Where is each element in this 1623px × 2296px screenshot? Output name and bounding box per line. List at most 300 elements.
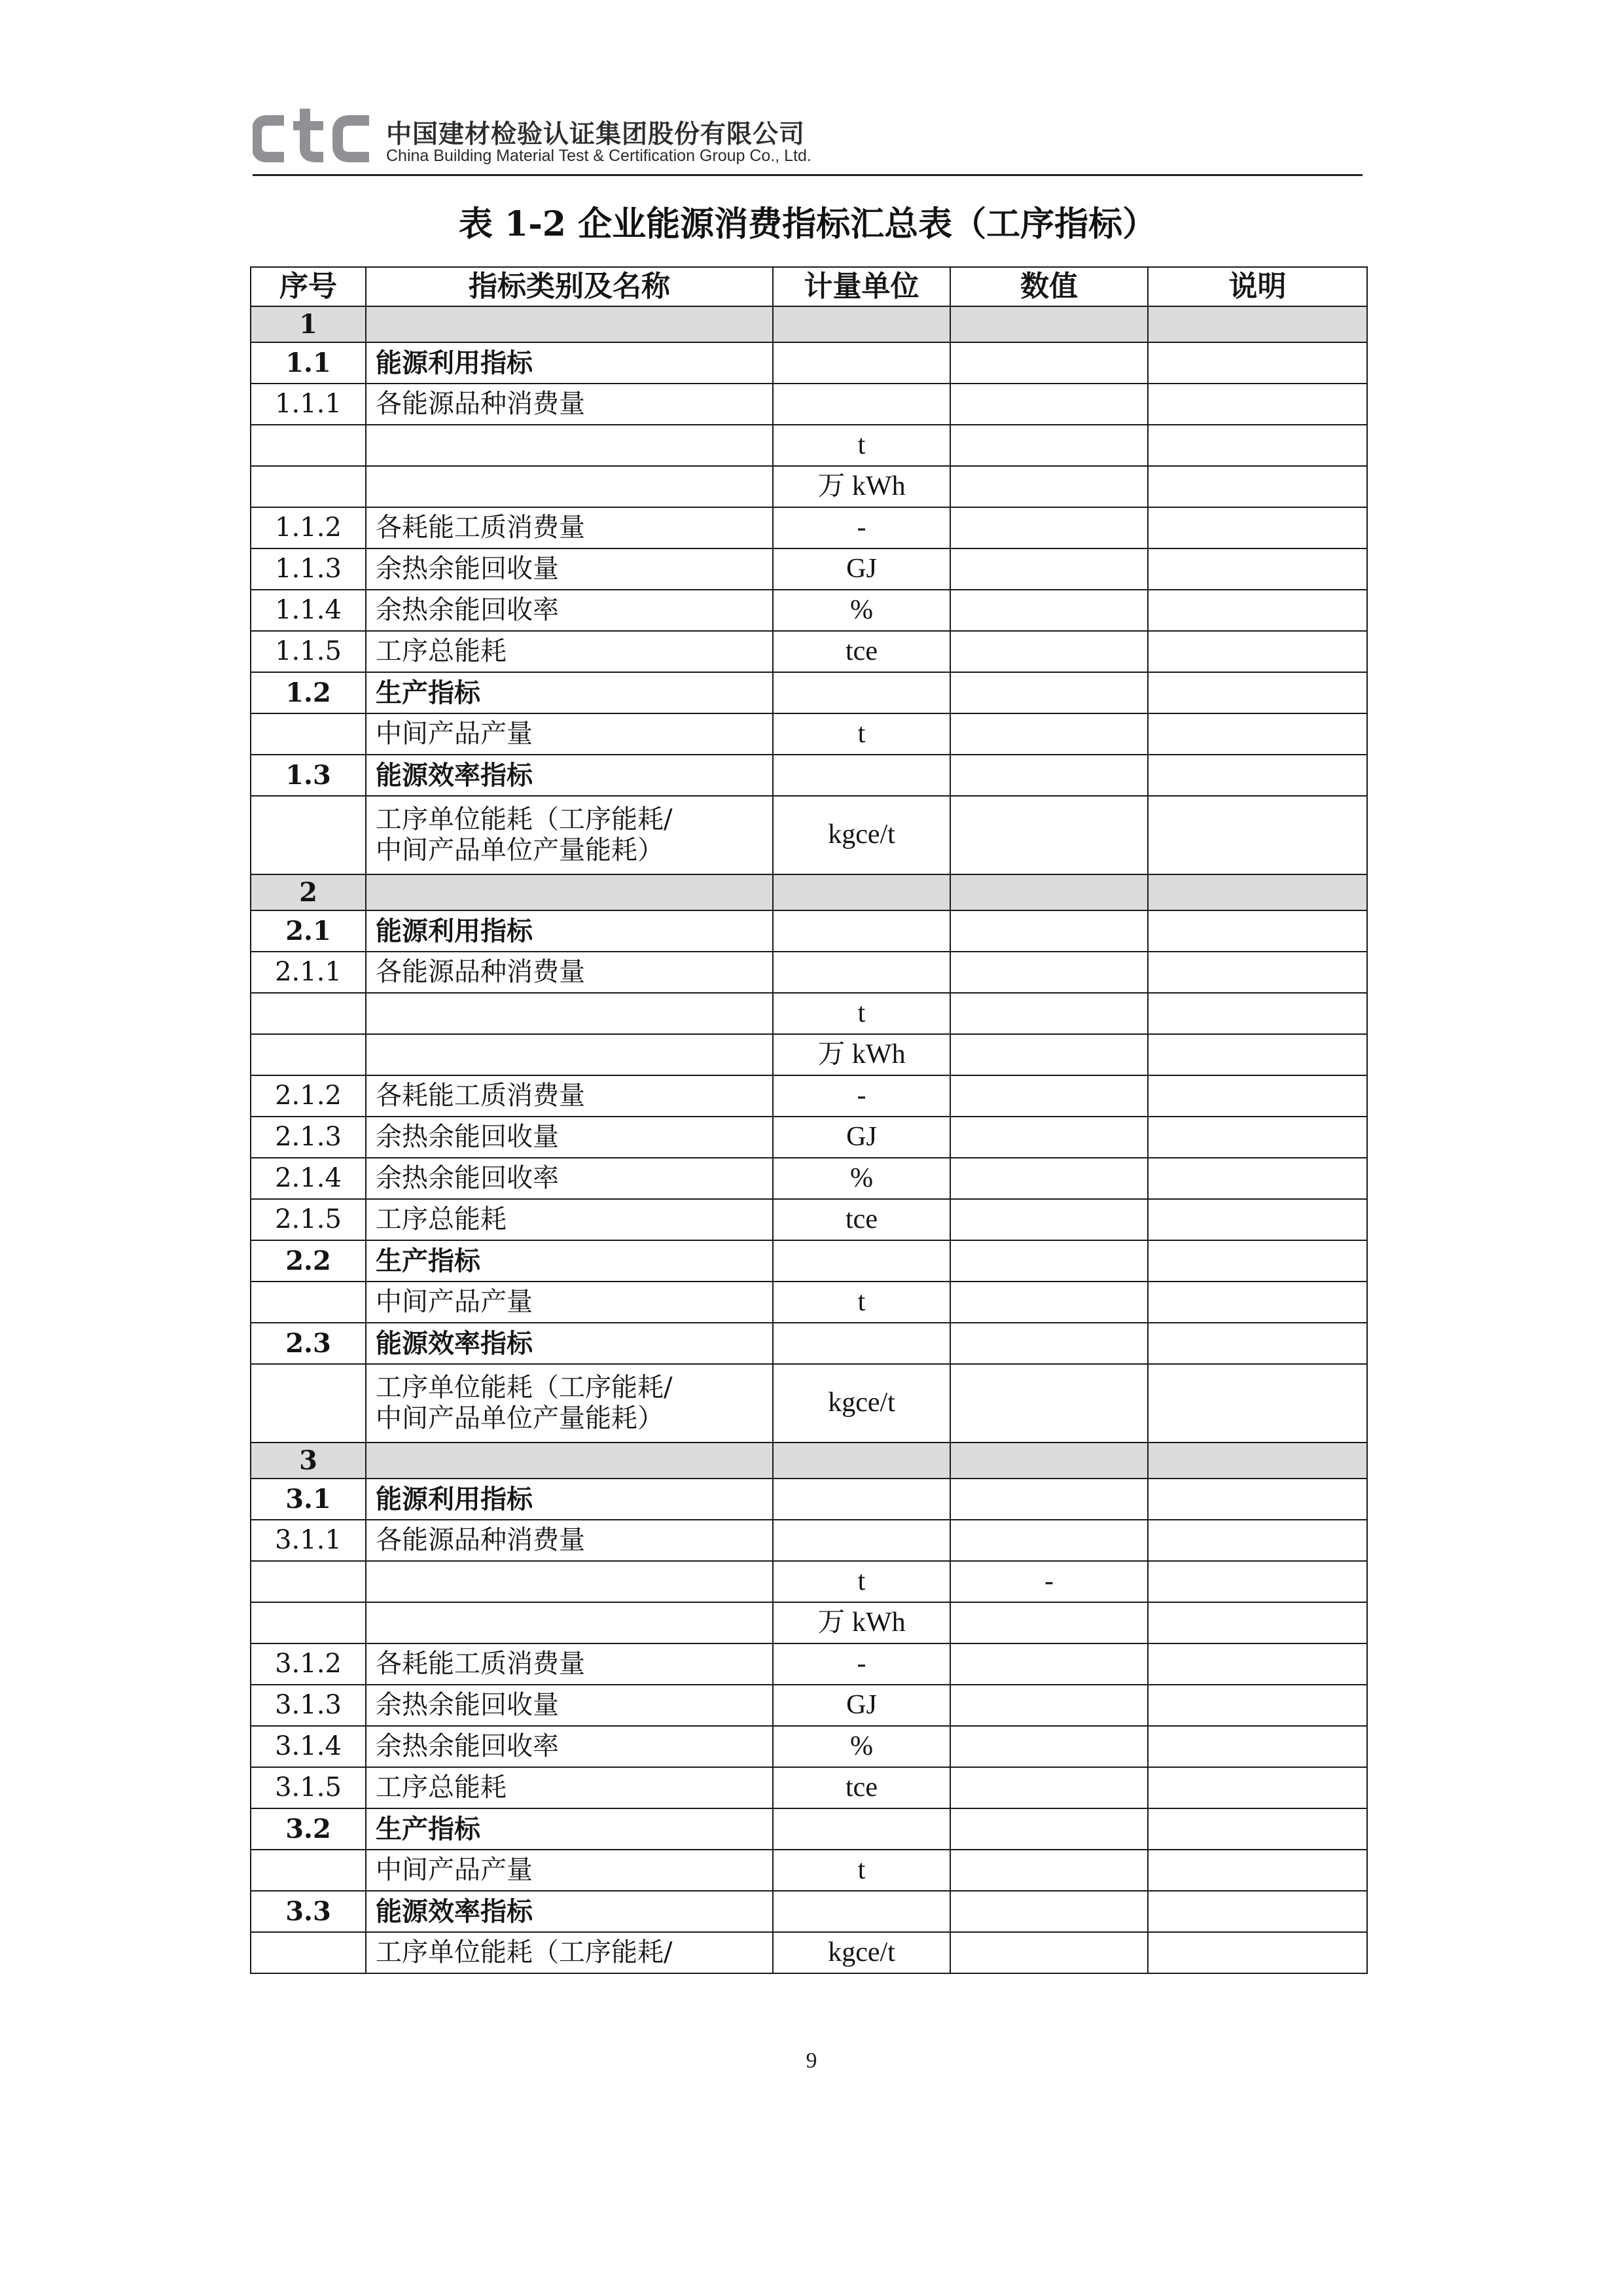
cell-no: [251, 672, 366, 713]
cell-no-text: 1.1.2: [275, 512, 342, 543]
group-row: [251, 910, 1367, 952]
cell-note: [1148, 672, 1367, 713]
group-row: [251, 672, 1367, 713]
cell-no: [251, 1685, 366, 1726]
cell-no: [251, 1726, 366, 1767]
group-row: [251, 1808, 1367, 1850]
cell-name-text: 能源效率指标: [376, 1327, 533, 1359]
cell-unit-text: tce: [846, 1772, 878, 1803]
cell-value: [950, 425, 1148, 466]
cell-name: [366, 1767, 773, 1808]
cell-name: [366, 306, 773, 342]
cell-no-text: 2.1: [285, 915, 331, 946]
cell-note: [1148, 1850, 1367, 1891]
cell-value: [950, 631, 1148, 672]
cell-unit: [773, 1240, 950, 1282]
cell-no: [251, 1158, 366, 1199]
table-row: [251, 466, 1367, 507]
table-row: [251, 1117, 1367, 1158]
energy-index-table: [250, 266, 1368, 1974]
cell-name-line2: 中间产品单位产量能耗）: [376, 835, 664, 865]
cell-note: [1148, 1117, 1367, 1158]
cell-no-text: 2.3: [285, 1327, 331, 1359]
cell-name: [366, 993, 773, 1034]
cell-value: [950, 384, 1148, 425]
cell-name-text: 各能源品种消费量: [376, 1524, 585, 1555]
table-row: [251, 796, 1367, 874]
cell-value: [950, 1443, 1148, 1479]
cell-value: [950, 672, 1148, 713]
cell-name: [366, 384, 773, 425]
cell-no-text: 2.1.5: [275, 1204, 342, 1234]
cell-note: [1148, 342, 1367, 384]
cell-note: [1148, 631, 1367, 672]
table-row: [251, 1034, 1367, 1075]
cell-no-text: 2.1.1: [275, 956, 342, 987]
table-row: [251, 1364, 1367, 1443]
cell-name-text: 各耗能工质消费量: [376, 1080, 585, 1111]
cell-name-text: 工序单位能耗（工序能耗/: [376, 1937, 673, 1967]
col-header-no: 序号: [251, 267, 366, 306]
cell-note: [1148, 1240, 1367, 1282]
cell-no: [251, 1443, 366, 1479]
cell-unit: [773, 631, 950, 672]
cell-value: [950, 952, 1148, 993]
cell-no: [251, 548, 366, 590]
cell-name-text: 生产指标: [376, 1813, 480, 1844]
cell-note: [1148, 1932, 1367, 1973]
cell-value: [950, 1158, 1148, 1199]
table-row: [251, 993, 1367, 1034]
cell-no-text: 2: [299, 876, 317, 908]
cell-name-text: 中间产品产量: [376, 1854, 533, 1885]
cell-unit: [773, 1282, 950, 1323]
cell-note: [1148, 306, 1367, 342]
company-name-cn: 中国建材检验认证集团股份有限公司: [386, 120, 806, 149]
cell-name: [366, 1240, 773, 1282]
cell-unit-text: t: [857, 1854, 866, 1885]
cell-unit-text: %: [850, 594, 873, 625]
cell-note: [1148, 1891, 1367, 1932]
cell-no-text: 1.1.5: [275, 636, 342, 666]
cell-no-text: 1.2: [285, 677, 331, 708]
cell-value: [950, 1479, 1148, 1520]
cell-value: [950, 507, 1148, 548]
cell-unit: [773, 755, 950, 796]
cell-value: [950, 1726, 1148, 1767]
cell-value: [950, 874, 1148, 910]
cell-note: [1148, 1643, 1367, 1685]
cell-name: [366, 1726, 773, 1767]
cell-name: [366, 631, 773, 672]
cell-unit: [773, 507, 950, 548]
cell-unit: [773, 1443, 950, 1479]
col-header-value: 数值: [950, 267, 1148, 306]
cell-no: [251, 1561, 366, 1602]
cell-name: [366, 874, 773, 910]
cell-value: [950, 1685, 1148, 1726]
cell-unit: [773, 1034, 950, 1075]
cell-unit-text: t: [857, 1286, 866, 1317]
cell-no-text: 1.1.4: [275, 594, 342, 625]
cell-unit-text: t: [857, 718, 866, 749]
cell-name-text: 能源利用指标: [376, 347, 533, 378]
cell-unit: [773, 952, 950, 993]
cell-name-text: 工序单位能耗（工序能耗/: [376, 804, 673, 834]
cell-note: [1148, 1602, 1367, 1643]
cell-no: [251, 1075, 366, 1117]
cell-value: [950, 1199, 1148, 1240]
cell-no: [251, 874, 366, 910]
cell-value: [950, 1323, 1148, 1364]
cell-name: [366, 548, 773, 590]
cell-unit-text: tce: [846, 1204, 878, 1234]
cell-note: [1148, 384, 1367, 425]
cell-unit: [773, 1891, 950, 1932]
cell-unit: [773, 1117, 950, 1158]
cell-note: [1148, 507, 1367, 548]
cell-no-text: 3.2: [285, 1813, 331, 1844]
cell-note: [1148, 910, 1367, 952]
cell-unit: [773, 1643, 950, 1685]
cell-no-text: 3: [299, 1444, 317, 1476]
cell-unit: [773, 466, 950, 507]
cell-note: [1148, 1520, 1367, 1561]
cell-value: [950, 342, 1148, 384]
table-row: [251, 1199, 1367, 1240]
cell-no-text: 1.1.1: [275, 388, 342, 419]
cell-unit: [773, 1199, 950, 1240]
cell-no: [251, 796, 366, 874]
cell-note: [1148, 952, 1367, 993]
cell-name: [366, 1602, 773, 1643]
cell-no: [251, 1932, 366, 1973]
cell-value: [950, 1034, 1148, 1075]
table-row: [251, 1850, 1367, 1891]
cell-no: [251, 466, 366, 507]
cell-note: [1148, 548, 1367, 590]
cell-unit-text: %: [850, 1162, 873, 1193]
section-row: [251, 306, 1367, 342]
col-header-name: 指标类别及名称: [366, 267, 773, 306]
cell-name: [366, 1932, 773, 1973]
table-row: [251, 1932, 1367, 1973]
cell-note: [1148, 1282, 1367, 1323]
table-row: [251, 1075, 1367, 1117]
cell-no: [251, 1520, 366, 1561]
cell-name: [366, 1034, 773, 1075]
cell-name: [366, 1891, 773, 1932]
cell-value: [950, 1808, 1148, 1850]
cell-name: [366, 466, 773, 507]
cell-note: [1148, 1443, 1367, 1479]
cell-value: [950, 910, 1148, 952]
cell-note: [1148, 993, 1367, 1034]
cell-unit-text: 万 kWh: [817, 1039, 906, 1069]
cell-unit-text: kgce/t: [828, 819, 895, 850]
cell-unit-text: kgce/t: [828, 1937, 895, 1967]
cell-value: [950, 548, 1148, 590]
cell-unit: [773, 1075, 950, 1117]
cell-no-text: 2.2: [285, 1245, 331, 1276]
cell-name-text: 工序总能耗: [376, 1772, 507, 1803]
cell-value: [950, 1561, 1148, 1602]
cell-no: [251, 1850, 366, 1891]
cell-note: [1148, 1323, 1367, 1364]
cell-name: [366, 755, 773, 796]
cell-unit: [773, 1479, 950, 1520]
cell-unit-text: 万 kWh: [817, 1607, 906, 1638]
cell-note: [1148, 755, 1367, 796]
cell-value: [950, 1520, 1148, 1561]
cell-value: [950, 466, 1148, 507]
cell-no-text: 3.1: [285, 1483, 331, 1515]
cell-unit: [773, 993, 950, 1034]
table-row: [251, 548, 1367, 590]
cell-no: [251, 1199, 366, 1240]
cell-no-text: 1.1.3: [275, 553, 342, 584]
col-header-unit: 计量单位: [773, 267, 950, 306]
table-row: [251, 1561, 1367, 1602]
cell-unit: [773, 425, 950, 466]
cell-unit: [773, 796, 950, 874]
cell-name-text: 余热余能回收量: [376, 553, 559, 584]
cell-note: [1148, 1561, 1367, 1602]
cell-unit: [773, 1726, 950, 1767]
cell-no-text: 2.1.2: [275, 1080, 342, 1111]
cell-value: [950, 306, 1148, 342]
cell-no: [251, 1808, 366, 1850]
cell-name-text: 能源效率指标: [376, 1895, 533, 1927]
section-row: [251, 874, 1367, 910]
cell-note: [1148, 1479, 1367, 1520]
cell-name-text: 各能源品种消费量: [376, 956, 585, 987]
cell-unit-text: t: [857, 997, 866, 1028]
table-row: [251, 1643, 1367, 1685]
table-row: [251, 1767, 1367, 1808]
cell-no-text: 2.1.3: [275, 1121, 342, 1152]
cell-name: [366, 1323, 773, 1364]
cell-no-text: 1: [299, 308, 317, 340]
cell-no-text: 3.1.1: [275, 1524, 342, 1555]
cell-name: [366, 1561, 773, 1602]
cell-unit-text: -: [857, 1080, 866, 1111]
cell-name: [366, 1685, 773, 1726]
cell-name-text: 能源效率指标: [376, 759, 533, 791]
cell-no: [251, 1602, 366, 1643]
cell-no-text: 2.1.4: [275, 1162, 342, 1193]
cell-unit: [773, 1767, 950, 1808]
cell-name: [366, 1520, 773, 1561]
cell-unit-text: GJ: [846, 553, 877, 584]
cell-no: [251, 1891, 366, 1932]
cell-no-text: 1.3: [285, 759, 331, 791]
group-row: [251, 1240, 1367, 1282]
cell-value: [950, 1364, 1148, 1443]
cell-note: [1148, 1685, 1367, 1726]
cell-value: [950, 1075, 1148, 1117]
cell-name-text: 能源利用指标: [376, 1483, 533, 1515]
table-row: [251, 631, 1367, 672]
cell-name-line2: 中间产品单位产量能耗）: [376, 1403, 664, 1433]
cell-unit: [773, 713, 950, 755]
cell-name: [366, 1808, 773, 1850]
cell-value: [950, 1282, 1148, 1323]
table-row: [251, 1685, 1367, 1726]
cell-no: [251, 425, 366, 466]
cell-name: [366, 1479, 773, 1520]
cell-name: [366, 342, 773, 384]
cell-no: [251, 1282, 366, 1323]
cell-unit-text: kgce/t: [828, 1388, 895, 1418]
table-row: [251, 1520, 1367, 1561]
cell-note: [1148, 1767, 1367, 1808]
cell-name: [366, 507, 773, 548]
cell-value: [950, 1117, 1148, 1158]
cell-value-text: -: [1044, 1566, 1054, 1596]
cell-note: [1148, 590, 1367, 631]
cell-no: [251, 1240, 366, 1282]
header-divider: [253, 174, 1363, 176]
cell-name: [366, 1364, 773, 1443]
cell-name-text: 生产指标: [376, 677, 480, 708]
cell-value: [950, 590, 1148, 631]
cell-unit: [773, 342, 950, 384]
group-row: [251, 1479, 1367, 1520]
cell-no-text: 3.1.3: [275, 1689, 342, 1720]
cell-no-text: 3.1.4: [275, 1731, 342, 1761]
cell-no: [251, 910, 366, 952]
cell-no: [251, 952, 366, 993]
cell-unit: [773, 1364, 950, 1443]
cell-unit: [773, 384, 950, 425]
cell-name-text: 生产指标: [376, 1245, 480, 1276]
cell-no: [251, 1323, 366, 1364]
cell-no: [251, 993, 366, 1034]
cell-name: [366, 1443, 773, 1479]
table-row: [251, 384, 1367, 425]
cell-no: [251, 590, 366, 631]
group-row: [251, 1323, 1367, 1364]
cell-no: [251, 1034, 366, 1075]
cell-name-text: 余热余能回收量: [376, 1121, 559, 1152]
group-row: [251, 755, 1367, 796]
cell-unit: [773, 1561, 950, 1602]
table-row: [251, 590, 1367, 631]
page-number: 9: [806, 2049, 817, 2073]
cell-name: [366, 1199, 773, 1240]
cell-name: [366, 1643, 773, 1685]
cell-unit: [773, 590, 950, 631]
cell-no: [251, 306, 366, 342]
cell-name: [366, 1282, 773, 1323]
cell-name: [366, 1117, 773, 1158]
cell-no: [251, 631, 366, 672]
cell-no: [251, 384, 366, 425]
cell-name-text: 余热余能回收量: [376, 1689, 559, 1720]
cell-value: [950, 1891, 1148, 1932]
cell-unit-text: -: [857, 1648, 866, 1679]
cell-name-text: 中间产品产量: [376, 718, 533, 749]
cell-unit-text: GJ: [846, 1689, 877, 1720]
cell-note: [1148, 1075, 1367, 1117]
cell-no: [251, 1479, 366, 1520]
cell-unit: [773, 306, 950, 342]
cell-note: [1148, 425, 1367, 466]
cell-note: [1148, 796, 1367, 874]
cell-name: [366, 713, 773, 755]
cell-name-text: 余热余能回收率: [376, 594, 559, 625]
cell-name-text: 各耗能工质消费量: [376, 1648, 585, 1679]
cell-no: [251, 507, 366, 548]
cell-unit: [773, 1685, 950, 1726]
cell-no: [251, 342, 366, 384]
cell-no: [251, 1117, 366, 1158]
cell-note: [1148, 874, 1367, 910]
cell-no: [251, 713, 366, 755]
cell-no-text: 1.1: [285, 347, 331, 378]
cell-value: [950, 713, 1148, 755]
cell-value: [950, 796, 1148, 874]
cell-name-text: 余热余能回收率: [376, 1162, 559, 1193]
cell-unit-text: GJ: [846, 1121, 877, 1152]
company-name-en: China Building Material Test & Certification Group Co., Ltd.: [386, 147, 812, 165]
cell-value: [950, 1240, 1148, 1282]
cell-unit-text: %: [850, 1731, 873, 1761]
table-row: [251, 507, 1367, 548]
cell-no: [251, 1364, 366, 1443]
group-row: [251, 342, 1367, 384]
cell-unit: [773, 1808, 950, 1850]
cell-name-text: 能源利用指标: [376, 915, 533, 946]
cell-name: [366, 1075, 773, 1117]
cell-unit: [773, 1520, 950, 1561]
group-row: [251, 1891, 1367, 1932]
cell-note: [1148, 1034, 1367, 1075]
cell-unit-text: -: [857, 512, 866, 543]
cell-unit: [773, 1850, 950, 1891]
cell-value: [950, 1767, 1148, 1808]
cell-unit: [773, 910, 950, 952]
cell-name: [366, 1850, 773, 1891]
letterhead: [253, 102, 1365, 181]
cell-name: [366, 425, 773, 466]
cell-note: [1148, 1808, 1367, 1850]
cell-value: [950, 1643, 1148, 1685]
cell-no: [251, 1767, 366, 1808]
cell-note: [1148, 1158, 1367, 1199]
table-title: 表 1-2 企业能源消费指标汇总表（工序指标）: [458, 204, 1157, 244]
table-row: [251, 1602, 1367, 1643]
cell-name-text: 工序总能耗: [376, 1204, 507, 1234]
cell-name-text: 工序单位能耗（工序能耗/: [376, 1372, 673, 1403]
cell-unit: [773, 1323, 950, 1364]
table-row: [251, 713, 1367, 755]
cell-name: [366, 672, 773, 713]
ctc-logo: [253, 106, 373, 171]
cell-name-text: 中间产品产量: [376, 1286, 533, 1317]
cell-unit-text: 万 kWh: [817, 471, 906, 501]
cell-name-text: 各能源品种消费量: [376, 388, 585, 419]
cell-unit: [773, 1932, 950, 1973]
table-row: [251, 425, 1367, 466]
col-header-note: 说明: [1148, 267, 1367, 306]
cell-note: [1148, 713, 1367, 755]
cell-no: [251, 755, 366, 796]
cell-value: [950, 993, 1148, 1034]
table-row: [251, 1726, 1367, 1767]
cell-unit-text: tce: [846, 636, 878, 666]
